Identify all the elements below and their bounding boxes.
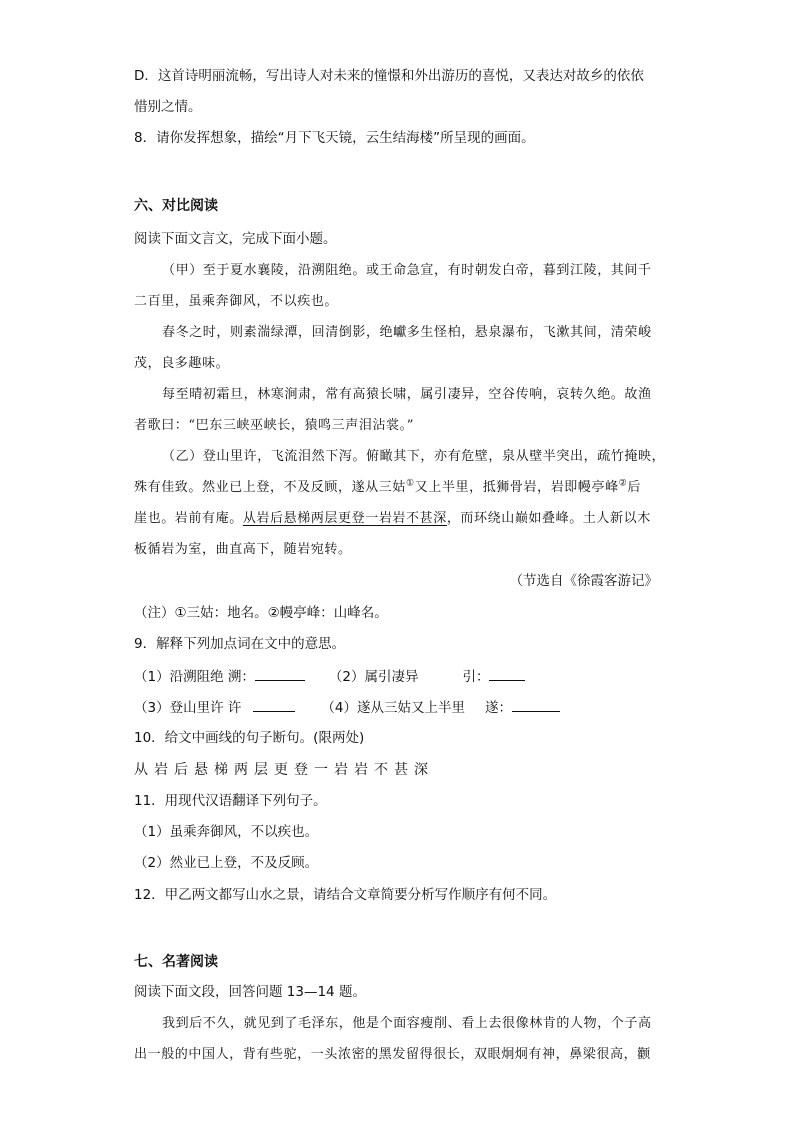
yi-line3 bbox=[134, 509, 651, 529]
yi-line3-tail: ，而环绕山巅如叠峰。土人新以木 bbox=[446, 511, 651, 526]
question-9-row2 bbox=[134, 697, 560, 718]
q9-item3: （3）登山里许 许 bbox=[134, 700, 242, 716]
q9-blank-2[interactable] bbox=[489, 666, 525, 681]
yi-line4: 板循岩为室，曲直高下，随岩宛转。 bbox=[134, 542, 352, 557]
jia-p1-line2: 二百里，虽乘奔御风，不以疾也。 bbox=[134, 294, 339, 309]
q9-blank-3[interactable] bbox=[253, 697, 295, 712]
yi-line2-c: 后 bbox=[627, 480, 641, 495]
yi-line3-head: 崖也。岩前有庵。 bbox=[134, 511, 243, 526]
passage-line1: 我到后不久，就见到了毛泽东，他是个面容瘦削、看上去很像林肯的人物，个子高 bbox=[162, 1016, 652, 1031]
footnote-marker-1: ① bbox=[406, 478, 415, 489]
jia-p3-line1: 每至晴初霜旦，林寒涧肃，常有高猿长啸，属引凄异，空谷传响，哀转久绝。故渔 bbox=[162, 387, 652, 402]
question-9-row1 bbox=[134, 666, 525, 687]
option-d-line2: 惜别之情。 bbox=[134, 99, 202, 115]
jia-p3-line2: 者歌曰：“巴东三峡巫峡长，猿鸣三声泪沾裳。” bbox=[134, 418, 414, 433]
question-11-title: 11．用现代汉语翻译下列句子。 bbox=[134, 793, 327, 809]
footnote-marker-2: ② bbox=[618, 478, 628, 489]
yi-line2-a: 殊有佳致。然业已上登，不及反顾，遂从三姑 bbox=[134, 480, 407, 495]
yi-line2 bbox=[134, 478, 641, 498]
jia-p2-line2: 茂，良多趣味。 bbox=[134, 356, 230, 371]
q9-blank-1[interactable] bbox=[255, 666, 305, 681]
jia-p2-line1: 春冬之时，则素湍绿潭，回清倒影，绝巘多生怪柏，悬泉瀑布，飞漱其间，清荣峻 bbox=[162, 325, 652, 340]
q9-item4-word: 遂： bbox=[484, 700, 512, 716]
yi-line2-b: 又上半里，抵狮骨岩，岩即幔亭峰 bbox=[414, 480, 619, 495]
q9-item4: （4）遂从三姑又上半里 bbox=[321, 700, 465, 716]
underlined-sentence: 从岩后悬梯两层更登一岩岩不甚深 bbox=[242, 511, 447, 526]
q9-item1: （1）沿溯阻绝 溯： bbox=[134, 669, 255, 685]
question-12: 12．甲乙两文都写山水之景，请结合文章简要分析写作顺序有何不同。 bbox=[134, 887, 557, 903]
q9-item2-word: 引： bbox=[462, 669, 490, 685]
source-citation: （节选自《徐霞客游记》 bbox=[509, 573, 658, 589]
passage-line2: 出一般的中国人，背有些驼，一头浓密的黑发留得很长，双眼炯炯有神，鼻梁很高，颧 bbox=[134, 1047, 651, 1062]
question-11-item1: （1）虽乘奔御风，不以疾也。 bbox=[134, 824, 319, 840]
q9-blank-4[interactable] bbox=[512, 697, 560, 712]
option-d-line1: D．这首诗明丽流畅，写出诗人对未来的憧憬和外出游历的喜悦，又表达对故乡的依依 bbox=[134, 68, 644, 84]
question-10-title: 10．给文中画线的句子断句。(限两处) bbox=[134, 730, 365, 746]
q9-item2: （2）属引凄异 bbox=[328, 669, 419, 685]
question-8: 8．请你发挥想象，描绘“月下飞天镜，云生结海楼”所呈现的画面。 bbox=[134, 130, 535, 146]
question-10-sentence: 从岩后悬梯两层更登一岩岩不甚深 bbox=[134, 762, 434, 778]
section-6-instruction: 阅读下面文言文，完成下面小题。 bbox=[134, 231, 337, 247]
question-9-title: 9．解释下列加点词在文中的意思。 bbox=[134, 636, 346, 652]
jia-p1-line1: （甲）至于夏水襄陵，沿溯阻绝。或王命急宣，有时朝发白帝，暮到江陵，其间千 bbox=[162, 263, 652, 278]
section-7-heading: 七、名著阅读 bbox=[134, 954, 218, 970]
section-6-heading: 六、对比阅读 bbox=[134, 198, 218, 214]
section-7-instruction: 阅读下面文段，回答问题 13—14 题。 bbox=[134, 984, 366, 1000]
question-11-item2: （2）然业已上登，不及反顾。 bbox=[134, 855, 319, 871]
yi-line1: （乙）登山里许，飞流泪然下泻。俯瞰其下，亦有危壁，泉从壁半突出，疏竹掩映， bbox=[162, 449, 666, 464]
annotation-note: （注）①三姑：地名。②幔亭峰：山峰名。 bbox=[134, 605, 388, 621]
